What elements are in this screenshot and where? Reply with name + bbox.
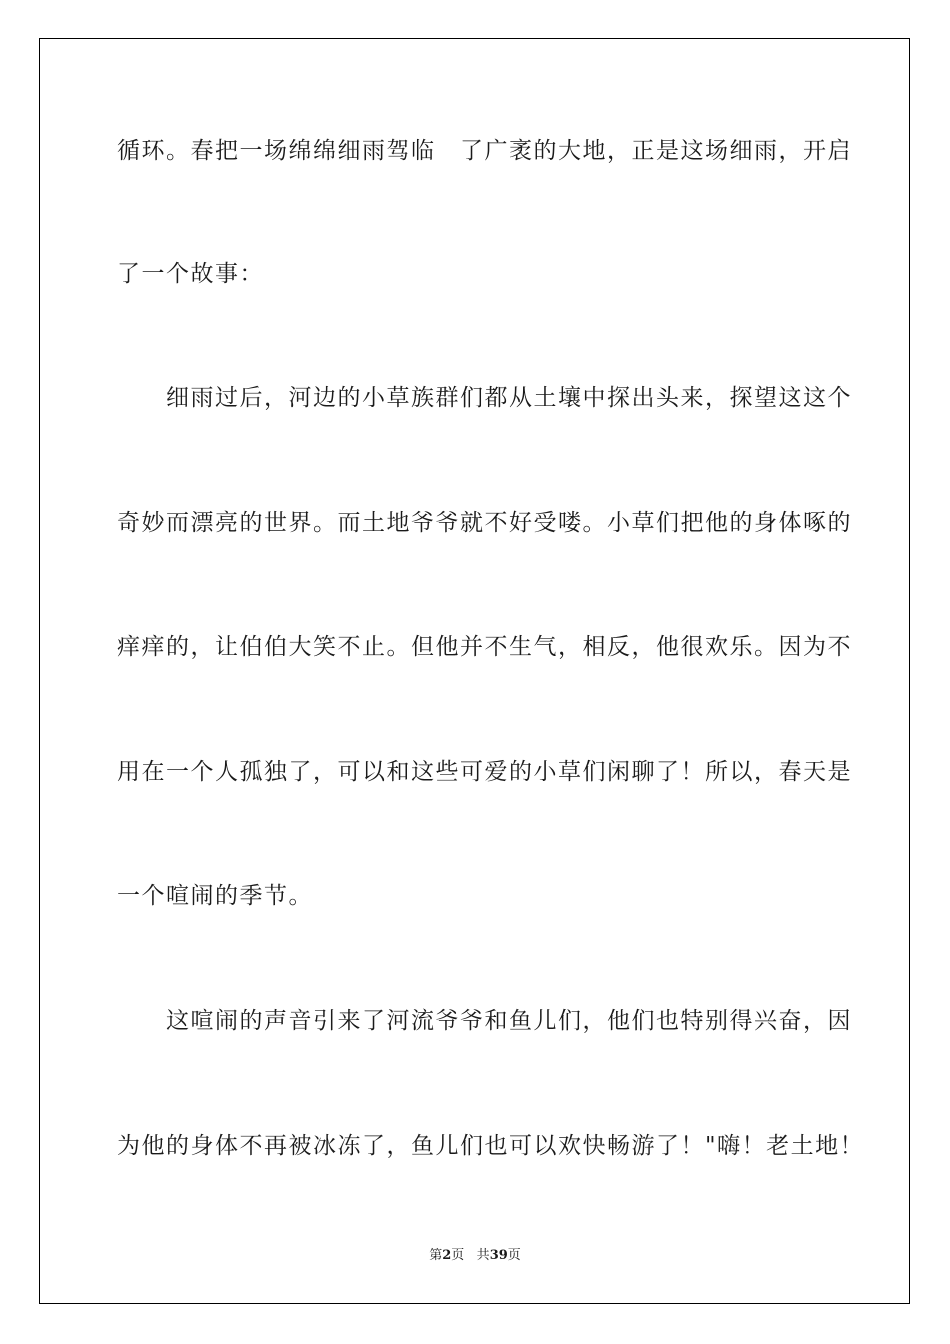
- page-border: [39, 38, 910, 1304]
- page-footer: [0, 1247, 950, 1265]
- body-line-7: 一个喧闹的季节。: [117, 883, 313, 909]
- body-line-8: 这喧闹的声音引来了河流爷爷和鱼儿们，他们也特别得兴奋，因: [117, 1008, 852, 1034]
- footer-total-unit: 页: [507, 1248, 521, 1263]
- footer-prefix: 第: [429, 1248, 443, 1263]
- body-line-1: 循环。春把一场绵绵细雨驾临 了广袤的大地，正是这场细雨，开启: [117, 138, 852, 164]
- body-line-3: 细雨过后，河边的小草族群们都从土壤中探出头来，探望这这个: [117, 385, 852, 411]
- footer-total-pages: 39: [489, 1248, 508, 1263]
- body-line-9: 为他的身体不再被冰冻了，鱼儿们也可以欢快畅游了！"嗨！老土地！: [117, 1133, 865, 1159]
- body-line-6: 用在一个人孤独了，可以和这些可爱的小草们闲聊了！所以，春天是: [117, 759, 852, 785]
- footer-page-unit: 页: [451, 1248, 465, 1263]
- body-line-2: 了一个故事：: [117, 261, 264, 287]
- footer-current-page: 2: [442, 1248, 452, 1263]
- body-line-5: 痒痒的，让伯伯大笑不止。但他并不生气，相反，他很欢乐。因为不: [117, 634, 852, 660]
- footer-total-prefix: 共: [476, 1248, 490, 1263]
- body-line-4: 奇妙而漂亮的世界。而土地爷爷就不好受喽。小草们把他的身体啄的: [117, 510, 852, 536]
